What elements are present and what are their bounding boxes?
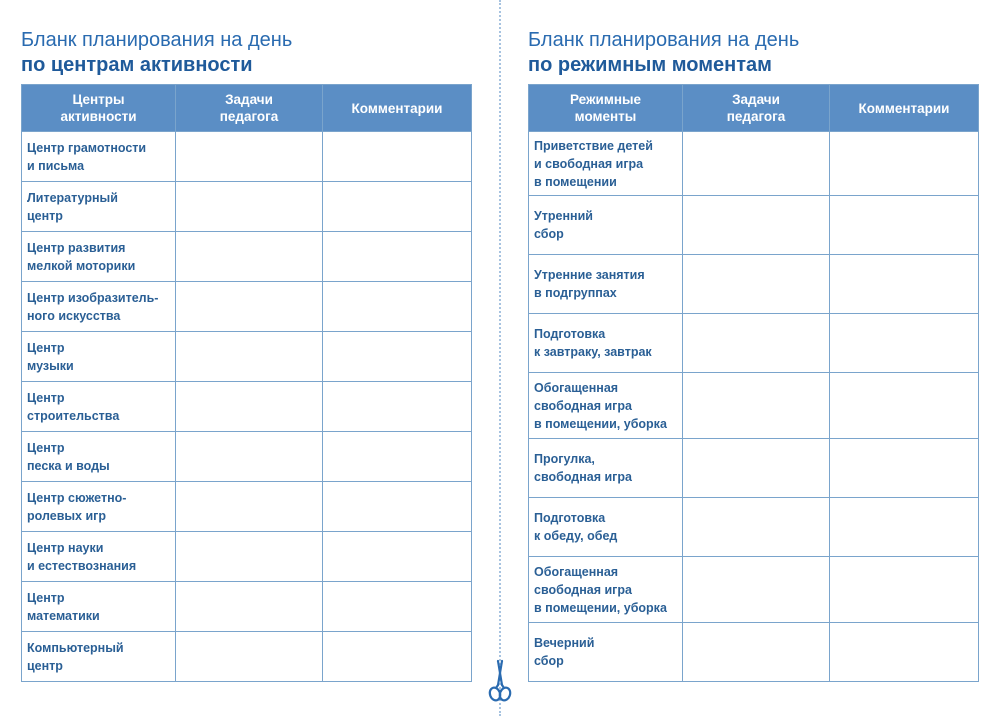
comments-cell[interactable] bbox=[830, 439, 979, 498]
table-row bbox=[22, 332, 472, 382]
row-label: Центр развития мелкой моторики bbox=[22, 232, 176, 282]
teacher-tasks-cell[interactable] bbox=[683, 132, 830, 196]
row-label: Центр песка и воды bbox=[22, 432, 176, 482]
comments-cell[interactable] bbox=[830, 373, 979, 439]
row-label: Компьютерный центр bbox=[22, 632, 176, 682]
teacher-tasks-cell[interactable] bbox=[176, 182, 323, 232]
left-title-line2: по центрам активности bbox=[21, 54, 253, 76]
row-label: Утренний сбор bbox=[529, 196, 683, 255]
table-row bbox=[22, 532, 472, 582]
row-label: Центр строительства bbox=[22, 382, 176, 432]
row-label: Центр сюжетно- ролевых игр bbox=[22, 482, 176, 532]
scissors-icon bbox=[487, 659, 513, 703]
table-row bbox=[22, 432, 472, 482]
teacher-tasks-cell[interactable] bbox=[683, 196, 830, 255]
left-title-line1: Бланк планирования на день bbox=[21, 29, 293, 51]
row-label: Обогащенная свободная игра в помещении, уборка bbox=[529, 373, 683, 439]
teacher-tasks-cell[interactable] bbox=[176, 332, 323, 382]
header-teacher-tasks: Задачи педагога bbox=[176, 85, 323, 132]
header-teacher-tasks: Задачи педагога bbox=[683, 85, 830, 132]
comments-cell[interactable] bbox=[830, 255, 979, 314]
row-label: Центр изобразитель- ного искусства bbox=[22, 282, 176, 332]
comments-cell[interactable] bbox=[830, 314, 979, 373]
row-label: Центр математики bbox=[22, 582, 176, 632]
table-header-row bbox=[529, 85, 979, 132]
comments-cell[interactable] bbox=[323, 582, 472, 632]
table-row bbox=[529, 314, 979, 373]
comments-cell[interactable] bbox=[830, 498, 979, 557]
table-row bbox=[22, 132, 472, 182]
header-comments: Комментарии bbox=[830, 85, 979, 132]
comments-cell[interactable] bbox=[830, 132, 979, 196]
comments-cell[interactable] bbox=[323, 432, 472, 482]
row-label: Подготовка к обеду, обед bbox=[529, 498, 683, 557]
teacher-tasks-cell[interactable] bbox=[683, 373, 830, 439]
table-row bbox=[529, 373, 979, 439]
table-header-row bbox=[22, 85, 472, 132]
comments-cell[interactable] bbox=[323, 532, 472, 582]
table-row bbox=[529, 623, 979, 682]
comments-cell[interactable] bbox=[323, 132, 472, 182]
header-centers: Центры активности bbox=[22, 85, 176, 132]
routine-moments-table bbox=[528, 84, 979, 682]
table-row bbox=[529, 255, 979, 314]
comments-cell[interactable] bbox=[323, 232, 472, 282]
comments-cell[interactable] bbox=[323, 382, 472, 432]
table-row bbox=[529, 498, 979, 557]
table-row bbox=[529, 196, 979, 255]
row-label: Центр науки и естествознания bbox=[22, 532, 176, 582]
teacher-tasks-cell[interactable] bbox=[683, 439, 830, 498]
table-row bbox=[22, 582, 472, 632]
table-row bbox=[22, 482, 472, 532]
teacher-tasks-cell[interactable] bbox=[683, 623, 830, 682]
table-row bbox=[22, 382, 472, 432]
teacher-tasks-cell[interactable] bbox=[176, 582, 323, 632]
teacher-tasks-cell[interactable] bbox=[176, 532, 323, 582]
right-title-line2: по режимным моментам bbox=[528, 54, 772, 76]
row-label: Подготовка к завтраку, завтрак bbox=[529, 314, 683, 373]
row-label: Утренние занятия в подгруппах bbox=[529, 255, 683, 314]
table-row bbox=[22, 232, 472, 282]
row-label: Центр грамотности и письма bbox=[22, 132, 176, 182]
header-comments: Комментарии bbox=[323, 85, 472, 132]
comments-cell[interactable] bbox=[830, 196, 979, 255]
table-row bbox=[529, 132, 979, 196]
teacher-tasks-cell[interactable] bbox=[176, 132, 323, 182]
teacher-tasks-cell[interactable] bbox=[683, 255, 830, 314]
comments-cell[interactable] bbox=[830, 557, 979, 623]
table-row bbox=[529, 439, 979, 498]
teacher-tasks-cell[interactable] bbox=[176, 432, 323, 482]
teacher-tasks-cell[interactable] bbox=[683, 557, 830, 623]
comments-cell[interactable] bbox=[323, 282, 472, 332]
teacher-tasks-cell[interactable] bbox=[176, 382, 323, 432]
comments-cell[interactable] bbox=[323, 482, 472, 532]
row-label: Приветствие детей и свободная игра в помещении bbox=[529, 132, 683, 196]
header-routine-moments: Режимные моменты bbox=[529, 85, 683, 132]
fold-cut-line bbox=[499, 0, 501, 716]
table-row bbox=[529, 557, 979, 623]
row-label: Центр музыки bbox=[22, 332, 176, 382]
table-row bbox=[22, 632, 472, 682]
row-label: Вечерний сбор bbox=[529, 623, 683, 682]
teacher-tasks-cell[interactable] bbox=[176, 632, 323, 682]
table-row bbox=[22, 182, 472, 232]
teacher-tasks-cell[interactable] bbox=[176, 282, 323, 332]
right-title-line1: Бланк планирования на день bbox=[528, 29, 800, 51]
activity-centers-table bbox=[21, 84, 472, 682]
teacher-tasks-cell[interactable] bbox=[176, 232, 323, 282]
teacher-tasks-cell[interactable] bbox=[176, 482, 323, 532]
comments-cell[interactable] bbox=[323, 332, 472, 382]
row-label: Прогулка, свободная игра bbox=[529, 439, 683, 498]
comments-cell[interactable] bbox=[323, 632, 472, 682]
row-label: Обогащенная свободная игра в помещении, уборка bbox=[529, 557, 683, 623]
teacher-tasks-cell[interactable] bbox=[683, 314, 830, 373]
teacher-tasks-cell[interactable] bbox=[683, 498, 830, 557]
comments-cell[interactable] bbox=[323, 182, 472, 232]
row-label: Литературный центр bbox=[22, 182, 176, 232]
comments-cell[interactable] bbox=[830, 623, 979, 682]
table-row bbox=[22, 282, 472, 332]
